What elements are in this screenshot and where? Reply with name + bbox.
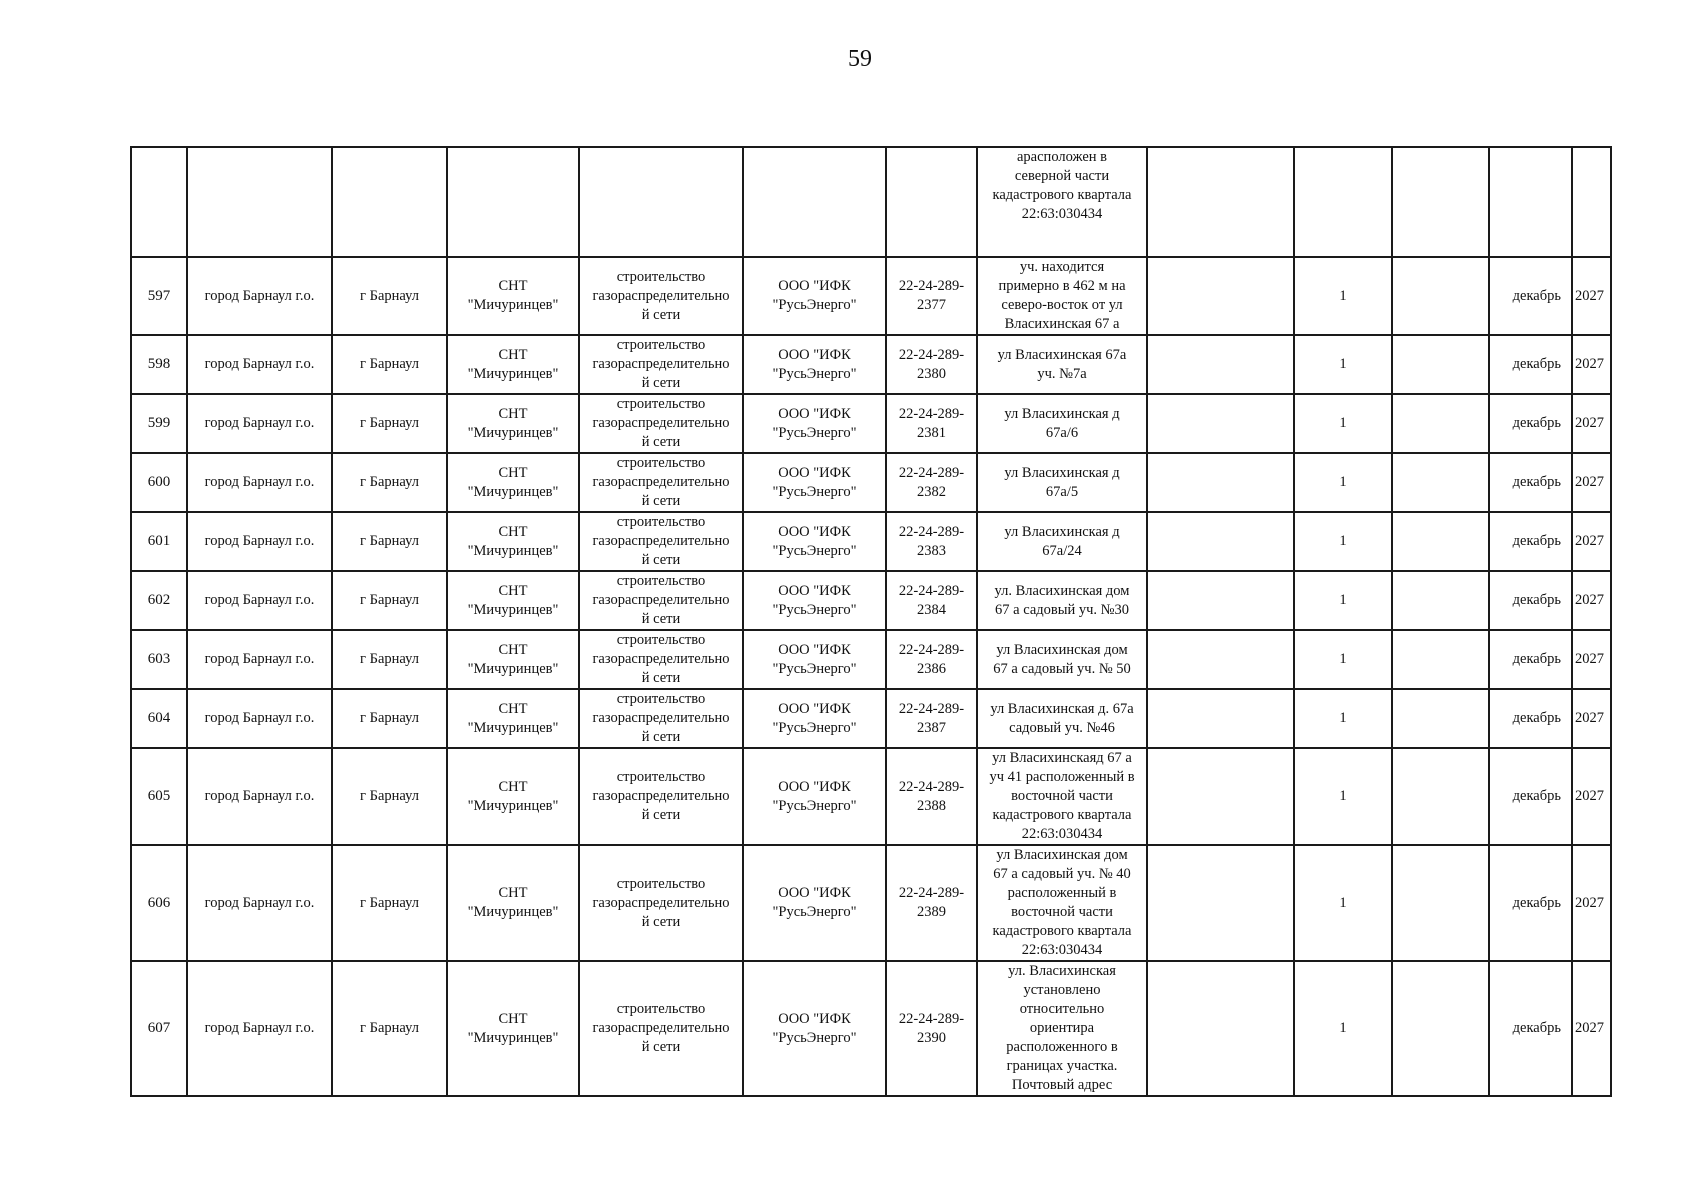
cell-month: декабрь — [1489, 748, 1572, 845]
cell-applicant: ООО "ИФК "РусьЭнерго" — [743, 961, 886, 1096]
cell-year: 2027 — [1572, 394, 1611, 453]
cell-number: 606 — [131, 845, 187, 961]
cell-quantity: 1 — [1294, 453, 1392, 512]
cell-applicant: ООО "ИФК "РусьЭнерго" — [743, 748, 886, 845]
cell-empty — [1392, 512, 1489, 571]
cell-empty — [1392, 845, 1489, 961]
cell-month: декабрь — [1489, 571, 1572, 630]
cell-application-number: 22-24-289- 2382 — [886, 453, 977, 512]
table-row — [131, 512, 1611, 571]
cell-district: город Барнаул г.о. — [187, 512, 332, 571]
cell-empty — [1392, 689, 1489, 748]
cell-number: 597 — [131, 257, 187, 335]
cell-year: 2027 — [1572, 961, 1611, 1096]
cell-address: ул Власихинская дом 67 а садовый уч. № 50 — [977, 630, 1147, 689]
cell-empty — [1147, 335, 1294, 394]
cell-district: город Барнаул г.о. — [187, 394, 332, 453]
cell-number: 605 — [131, 748, 187, 845]
cell-number: 598 — [131, 335, 187, 394]
cell-empty — [1147, 571, 1294, 630]
cell-empty — [332, 147, 447, 257]
cell-empty — [1392, 335, 1489, 394]
cell-empty — [1392, 571, 1489, 630]
cell-purpose: строительство газораспределительно й сети — [579, 394, 743, 453]
table-row — [131, 571, 1611, 630]
cell-empty — [1147, 748, 1294, 845]
cell-empty — [1147, 147, 1294, 257]
cell-applicant: ООО "ИФК "РусьЭнерго" — [743, 394, 886, 453]
cell-application-number: 22-24-289- 2389 — [886, 845, 977, 961]
cell-month: декабрь — [1489, 257, 1572, 335]
cell-organization: СНТ "Мичуринцев" — [447, 335, 579, 394]
cell-month: декабрь — [1489, 394, 1572, 453]
cell-empty — [886, 147, 977, 257]
cell-application-number: 22-24-289- 2377 — [886, 257, 977, 335]
cell-empty — [1147, 630, 1294, 689]
cell-address: уч. находится примерно в 462 м на северо-восток от ул Власихинская 67 а — [977, 257, 1147, 335]
cell-address: арасположен в северной части кадастрового квартала 22:63:030434 — [977, 147, 1147, 257]
table-row — [131, 689, 1611, 748]
table-row — [131, 453, 1611, 512]
table-row — [131, 394, 1611, 453]
cell-purpose: строительство газораспределительно й сети — [579, 961, 743, 1096]
cell-month: декабрь — [1489, 512, 1572, 571]
cell-number: 603 — [131, 630, 187, 689]
cell-empty — [1147, 394, 1294, 453]
cell-applicant: ООО "ИФК "РусьЭнерго" — [743, 689, 886, 748]
cell-quantity: 1 — [1294, 512, 1392, 571]
cell-quantity: 1 — [1294, 335, 1392, 394]
cell-applicant: ООО "ИФК "РусьЭнерго" — [743, 453, 886, 512]
cell-empty — [1147, 453, 1294, 512]
cell-quantity: 1 — [1294, 394, 1392, 453]
cell-locality: г Барнаул — [332, 961, 447, 1096]
cell-year: 2027 — [1572, 689, 1611, 748]
cell-empty — [1147, 689, 1294, 748]
cell-organization: СНТ "Мичуринцев" — [447, 961, 579, 1096]
table-row — [131, 335, 1611, 394]
table-row — [131, 845, 1611, 961]
table-row — [131, 961, 1611, 1096]
cell-quantity: 1 — [1294, 845, 1392, 961]
cell-empty — [1294, 147, 1392, 257]
cell-quantity: 1 — [1294, 748, 1392, 845]
cell-address: ул. Власихинская установлено относительно ориентира расположенного в границах участка. Почтовый адрес — [977, 961, 1147, 1096]
cell-quantity: 1 — [1294, 961, 1392, 1096]
cell-application-number: 22-24-289- 2390 — [886, 961, 977, 1096]
cell-application-number: 22-24-289- 2388 — [886, 748, 977, 845]
cell-empty — [1147, 845, 1294, 961]
cell-purpose: строительство газораспределительно й сети — [579, 335, 743, 394]
cell-purpose: строительство газораспределительно й сети — [579, 630, 743, 689]
table-row — [131, 748, 1611, 845]
cell-empty — [1392, 257, 1489, 335]
cell-district: город Барнаул г.о. — [187, 453, 332, 512]
cell-number: 601 — [131, 512, 187, 571]
cell-locality: г Барнаул — [332, 845, 447, 961]
cell-empty — [1147, 961, 1294, 1096]
cell-empty — [1392, 748, 1489, 845]
cell-district: город Барнаул г.о. — [187, 630, 332, 689]
cell-quantity: 1 — [1294, 689, 1392, 748]
cell-month: декабрь — [1489, 630, 1572, 689]
cell-number: 602 — [131, 571, 187, 630]
cell-quantity: 1 — [1294, 630, 1392, 689]
cell-organization: СНТ "Мичуринцев" — [447, 845, 579, 961]
cell-locality: г Барнаул — [332, 512, 447, 571]
cell-organization: СНТ "Мичуринцев" — [447, 571, 579, 630]
cell-month: декабрь — [1489, 961, 1572, 1096]
cell-address: ул Власихинскаяд 67 а уч 41 расположенный в восточной части кадастрового квартала 22:63:030434 — [977, 748, 1147, 845]
table-row — [131, 630, 1611, 689]
cell-empty — [1392, 453, 1489, 512]
cell-district: город Барнаул г.о. — [187, 689, 332, 748]
cell-application-number: 22-24-289- 2387 — [886, 689, 977, 748]
page-number: 59 — [848, 46, 872, 72]
cell-locality: г Барнаул — [332, 453, 447, 512]
cell-organization: СНТ "Мичуринцев" — [447, 748, 579, 845]
cell-application-number: 22-24-289- 2386 — [886, 630, 977, 689]
cell-applicant: ООО "ИФК "РусьЭнерго" — [743, 571, 886, 630]
cell-quantity: 1 — [1294, 571, 1392, 630]
cell-district: город Барнаул г.о. — [187, 961, 332, 1096]
cell-number: 607 — [131, 961, 187, 1096]
cell-locality: г Барнаул — [332, 335, 447, 394]
cell-year: 2027 — [1572, 257, 1611, 335]
cell-empty — [1392, 147, 1489, 257]
cell-empty — [131, 147, 187, 257]
cell-purpose: строительство газораспределительно й сети — [579, 689, 743, 748]
cell-year: 2027 — [1572, 571, 1611, 630]
cell-address: ул Власихинская дом 67 а садовый уч. № 40 расположенный в восточной части кадастрового квартала 22:63:030434 — [977, 845, 1147, 961]
cell-empty — [1392, 630, 1489, 689]
cell-organization: СНТ "Мичуринцев" — [447, 394, 579, 453]
cell-district: город Барнаул г.о. — [187, 257, 332, 335]
cell-organization: СНТ "Мичуринцев" — [447, 512, 579, 571]
cell-number: 599 — [131, 394, 187, 453]
cell-month: декабрь — [1489, 845, 1572, 961]
registry-table — [130, 146, 1612, 1097]
cell-empty — [1147, 512, 1294, 571]
cell-year: 2027 — [1572, 748, 1611, 845]
cell-locality: г Барнаул — [332, 571, 447, 630]
cell-locality: г Барнаул — [332, 689, 447, 748]
cell-applicant: ООО "ИФК "РусьЭнерго" — [743, 257, 886, 335]
cell-month: декабрь — [1489, 335, 1572, 394]
cell-organization: СНТ "Мичуринцев" — [447, 630, 579, 689]
table-row-continuation — [131, 147, 1611, 257]
cell-address: ул Власихинская д 67а/5 — [977, 453, 1147, 512]
cell-empty — [1572, 147, 1611, 257]
cell-year: 2027 — [1572, 453, 1611, 512]
cell-year: 2027 — [1572, 845, 1611, 961]
cell-locality: г Барнаул — [332, 394, 447, 453]
cell-address: ул Власихинская д. 67а садовый уч. №46 — [977, 689, 1147, 748]
cell-purpose: строительство газораспределительно й сети — [579, 571, 743, 630]
cell-quantity: 1 — [1294, 257, 1392, 335]
cell-address: ул Власихинская д 67а/6 — [977, 394, 1147, 453]
cell-month: декабрь — [1489, 689, 1572, 748]
cell-empty — [1392, 394, 1489, 453]
cell-applicant: ООО "ИФК "РусьЭнерго" — [743, 512, 886, 571]
cell-empty — [579, 147, 743, 257]
cell-year: 2027 — [1572, 630, 1611, 689]
cell-district: город Барнаул г.о. — [187, 335, 332, 394]
cell-empty — [1147, 257, 1294, 335]
cell-applicant: ООО "ИФК "РусьЭнерго" — [743, 845, 886, 961]
cell-organization: СНТ "Мичуринцев" — [447, 453, 579, 512]
cell-purpose: строительство газораспределительно й сети — [579, 257, 743, 335]
cell-purpose: строительство газораспределительно й сети — [579, 453, 743, 512]
cell-empty — [1489, 147, 1572, 257]
cell-purpose: строительство газораспределительно й сети — [579, 512, 743, 571]
cell-purpose: строительство газораспределительно й сети — [579, 845, 743, 961]
cell-address: ул. Власихинская дом 67 а садовый уч. №30 — [977, 571, 1147, 630]
table-row — [131, 257, 1611, 335]
cell-district: город Барнаул г.о. — [187, 571, 332, 630]
cell-year: 2027 — [1572, 335, 1611, 394]
cell-locality: г Барнаул — [332, 748, 447, 845]
cell-empty — [743, 147, 886, 257]
cell-year: 2027 — [1572, 512, 1611, 571]
cell-month: декабрь — [1489, 453, 1572, 512]
cell-empty — [187, 147, 332, 257]
cell-applicant: ООО "ИФК "РусьЭнерго" — [743, 630, 886, 689]
cell-empty — [1392, 961, 1489, 1096]
cell-district: город Барнаул г.о. — [187, 845, 332, 961]
cell-district: город Барнаул г.о. — [187, 748, 332, 845]
cell-purpose: строительство газораспределительно й сети — [579, 748, 743, 845]
cell-application-number: 22-24-289- 2384 — [886, 571, 977, 630]
cell-applicant: ООО "ИФК "РусьЭнерго" — [743, 335, 886, 394]
cell-application-number: 22-24-289- 2383 — [886, 512, 977, 571]
cell-empty — [447, 147, 579, 257]
cell-application-number: 22-24-289- 2381 — [886, 394, 977, 453]
cell-number: 604 — [131, 689, 187, 748]
table-body — [131, 147, 1611, 1096]
cell-organization: СНТ "Мичуринцев" — [447, 257, 579, 335]
cell-address: ул Власихинская 67а уч. №7а — [977, 335, 1147, 394]
cell-number: 600 — [131, 453, 187, 512]
cell-organization: СНТ "Мичуринцев" — [447, 689, 579, 748]
cell-locality: г Барнаул — [332, 257, 447, 335]
cell-locality: г Барнаул — [332, 630, 447, 689]
cell-address: ул Власихинская д 67а/24 — [977, 512, 1147, 571]
cell-application-number: 22-24-289- 2380 — [886, 335, 977, 394]
